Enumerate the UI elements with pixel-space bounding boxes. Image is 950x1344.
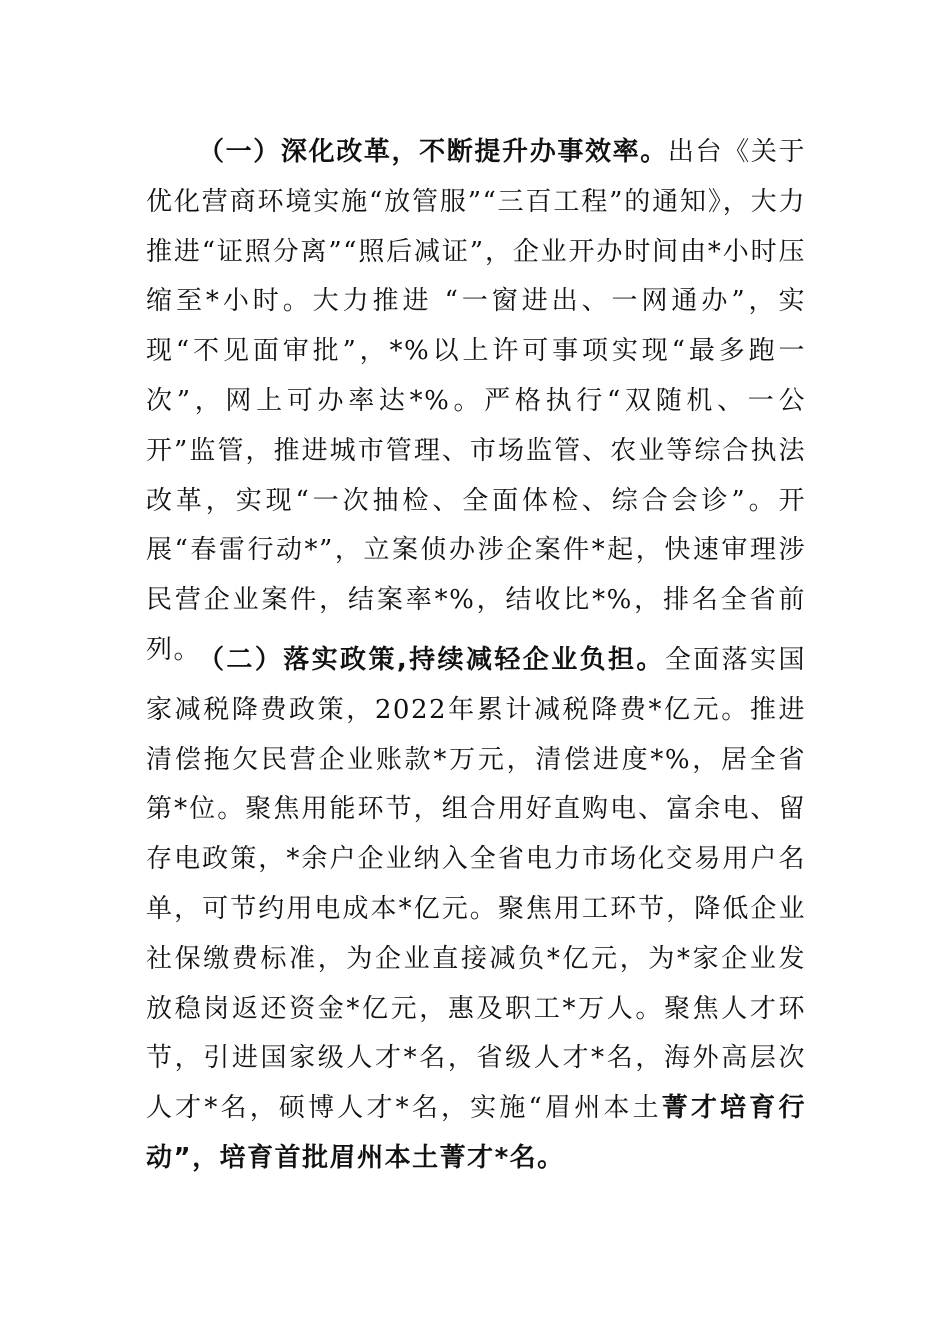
paragraph-implement-policy	[146, 636, 806, 1184]
paragraph-bold-tail: 菁才培育行动”，培育首批眉州本土菁才*名。	[146, 1093, 806, 1173]
paragraph-body: 出台《关于优化营商环境实施“放管服”“三百工程”的通知》，大力推进“证照分离”“照后减证”，企业开办时间由*小时压缩至*小时。大力推进 “一窗进出、一网通办”，实现“不见面审批”，*%以上许可事项实现“最多跑一次”，网上可办率达*%。严格执行“双随机、一公开”监管，推进城市管理、市场监管、农业等综合执法改革，实现“一次抽检、全面体检、综合会诊”。开展“春雷行动*”，立案侦办涉企案件*起，快速审理涉民营企业案件，结案率*%，结收比*%，排名全省前列。	[146, 137, 806, 665]
paragraph-heading: （二）落实政策,持续减轻企业负担。	[198, 645, 665, 675]
paragraph-body: 全面落实国家减税降费政策，2022年累计减税降费*亿元。推进清偿拖欠民营企业账款*万元，清偿进度*%，居全省第*位。聚焦用能环节，组合用好直购电、富余电、留存电政策，*余户企业纳入全省电力市场化交易用户名单，可节约用电成本*亿元。聚焦用工环节，降低企业社保缴费标准，为企业直接减负*亿元，为*家企业发放稳岗返还资金*亿元，惠及职工*万人。聚焦人才环节，引进国家级人才*名，省级人才*名，海外高层次人才*名，硕博人才*名，实施“眉州本土	[146, 645, 806, 1124]
paragraph-deepen-reform	[146, 128, 806, 676]
paragraph-heading: （一）深化改革，不断提升办事效率。	[198, 137, 668, 167]
